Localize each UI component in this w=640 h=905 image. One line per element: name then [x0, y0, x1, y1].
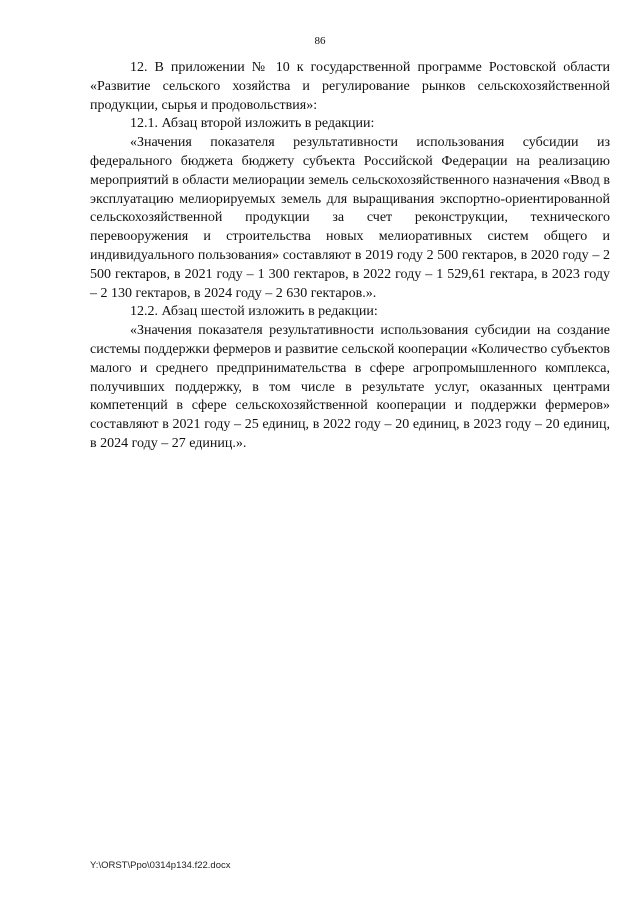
paragraph-12-2-heading: 12.2. Абзац шестой изложить в редакции: [130, 304, 378, 320]
paragraph-12-1-text: «Значения показателя результативности использования субсидии из федерального бюджета бюджету субъекта Российской Федерации на реализацию мероприятий в области мелиорации земель сельскохозяйственного назначения «Ввод в эксплуатацию мелиорируемых земель для выращивания экспортно-ориентированной сельскохозяйственной продукции за счет реконструкции, технического перевооружения и строительства новых мелиоративных систем общего и индивидуального пользования» составляют в 2019 году 2 500 гектаров, в 2020 году – 2 500 гектаров, в 2021 году – 1 300 гектаров, в 2022 году – 1 529,61 гектара, в 2023 году – 2 130 гектаров, в 2024 году – 2 630 гектаров.». [90, 135, 610, 301]
paragraph-12-2-text: «Значения показателя результативности использования субсидии на создание системы поддержки фермеров и развитие сельской кооперации «Количество субъектов малого и среднего предпринимательства в сфере агропромышленного комплекса, получивших поддержку, в том числе в результате услуг, оказанных центрами компетенций в сфере сельскохозяйственной кооперации и поддержки фермеров» составляют в 2021 году – 25 единиц, в 2022 году – 20 единиц, в 2023 году – 20 единиц, в 2024 году – 27 единиц.». [90, 323, 610, 451]
paragraph-12-intro: 12. В приложении № 10 к государственной программе Ростовской области «Развитие сельского хозяйства и регулирование рынков сельскохозяйственной продукции, сырья и продовольствия»: [90, 60, 610, 113]
footer-file-path: Y:\ORST\Ppo\0314p134.f22.docx [90, 860, 231, 871]
paragraph-12-1-heading: 12.1. Абзац второй изложить в редакции: [130, 116, 375, 132]
document-body [90, 59, 610, 454]
page-number: 86 [314, 35, 326, 47]
